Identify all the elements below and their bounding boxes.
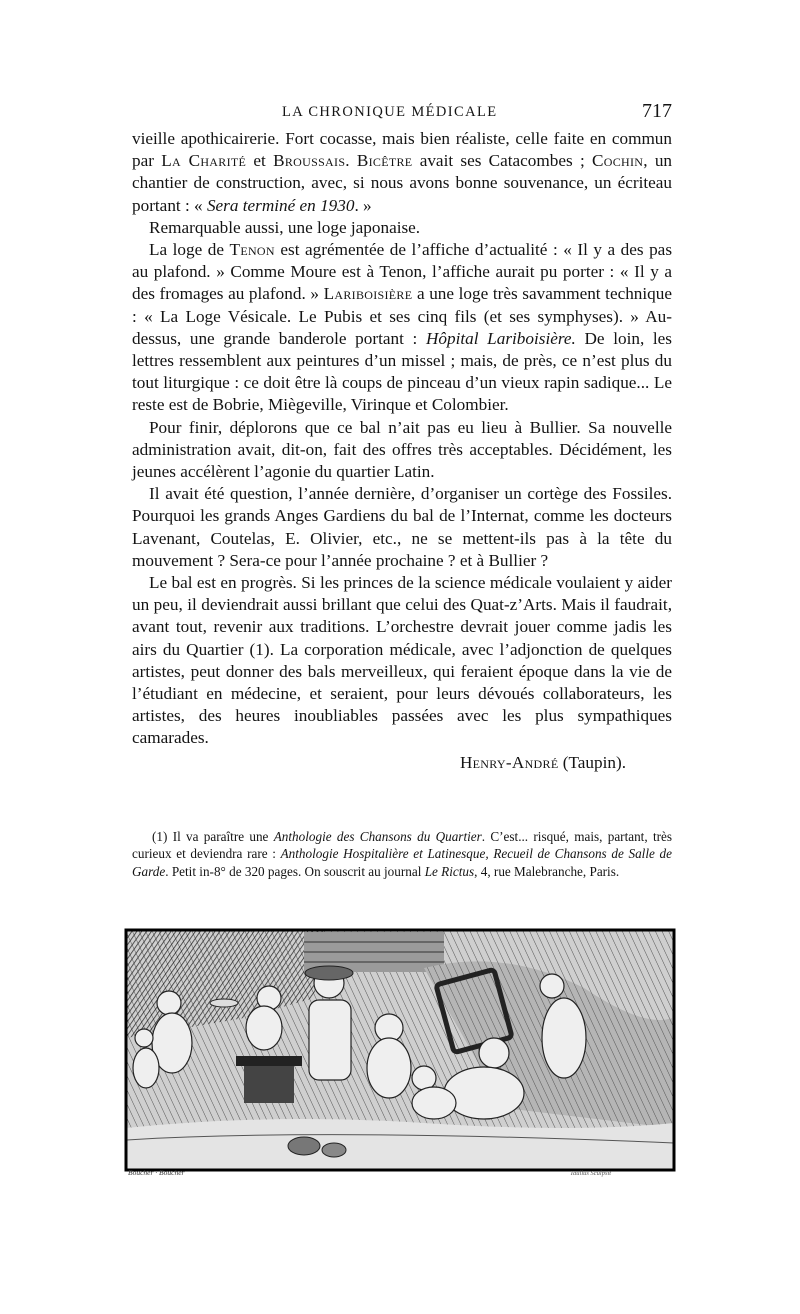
engraving-drawing — [124, 928, 676, 1172]
hospital-name: Lariboisière — [323, 284, 413, 304]
paragraph-3: La loge de Tenon est agrémentée de l’affiche d’actualité : « Il y a des pas au plafond. » Comme Moure est à Tenon, l’affiche aurait pu porter : « Il y a des fromages au plafond. » Lariboisière a une loge très savamment technique : « La Loge Vésicale. Le Pubis et ses cinq fils (et ses symphyses). » Au-dessus, une grande banderole portant : Hôpital Lariboisière. De loin, les lettres ressemblent aux peintures d’un missel ; mais, de près, ce n’est plus du tout liturgique : ce doit être là coups de pinceau d’un vieux rapin sadique... Le reste est de Bobrie, Miègeville, Virinque et Colombier. — [132, 240, 673, 415]
author-signature: Henry-André (Taupin). — [459, 752, 626, 772]
running-header — [132, 100, 672, 130]
footnote — [132, 828, 672, 880]
hospital-name: La Charité — [161, 151, 247, 171]
engraving-illustration — [124, 928, 676, 1172]
footnote-text: (1) Il va paraître une Anthologie des Chansons du Quartier. C’est... risqué, mais, partant, très curieux et deviendra rare : Anthologie Hospitalière et Latinesque, Recueil de Chansons de Salle de Garde. Petit in-8° de 320 pages. On souscrit au journal Le Rictus, 4, rue Malebranche, Paris. — [132, 829, 672, 879]
running-title: LA CHRONIQUE MÉDICALE — [282, 104, 498, 120]
paragraph-6: Le bal est en progrès. Si les princes de la science médicale voulaient y aider un peu, il deviendrait aussi brillant que celui des Quat-z’Arts. Mais il faudrait, avant tout, revenir aux traditions. L’orchestre devrait jouer comme jadis les airs du Quartier (1). La corporation médicale, avec l’adjonction de quelques artistes, peut donner des bals merveilleux, qui feraient époque dans la vie de l’étudiant en médecine, et seraient, pour leurs dévoués collaborateurs, les artistes, des heures inoubliables passées avec les plus sympathiques camarades. — [132, 573, 672, 748]
footnote-marker: (1) — [152, 829, 168, 844]
article-body — [132, 128, 672, 774]
paragraph-2: Remarquable aussi, une loge japonaise. — [149, 217, 421, 237]
paragraph-5: Il avait été question, l’année dernière, d’organiser un cortège des Fossiles. Pourquoi les grands Anges Gardiens du bal de l’Internat, comme les docteurs Lavenant, Coutelas, E. Olivier, etc., ne se mettent-ils pas à la tête du mouvement ? Sera-ce pour l’année prochaine ? et à Bullier ? — [132, 484, 672, 570]
page-number: 717 — [642, 100, 672, 122]
paragraph-4: Pour finir, déplorons que ce bal n’ait pas eu lieu à Bullier. Sa nouvelle administration avait, dit-on, fait des offres très acceptables. Décidément, les jeunes accélèrent l’agonie du quartier Latin. — [132, 417, 672, 482]
banner-text: Hôpital Lariboisière. — [425, 328, 576, 348]
engraver-credit-right: Taullus Sculpsit — [570, 1170, 612, 1177]
hospital-name: Tenon — [229, 240, 275, 260]
sign-quote: Sera terminé en 1930 — [206, 195, 355, 215]
hospital-name: Bicêtre — [356, 151, 413, 171]
hospital-name: Cochin — [592, 151, 644, 171]
engraver-credit-left: Boucher · Boucher — [128, 1168, 185, 1177]
paragraph-1: vieille apothicairerie. Fort cocasse, mais bien réaliste, celle faite en commun par La Charité et Broussais. Bicêtre avait ses Catacombes ; Cochin, un chantier de construction, avec, si nous avons bonne souvenance, un écriteau portant : « Sera terminé en 1930. » — [132, 129, 673, 215]
hospital-name: Broussais — [273, 151, 346, 171]
